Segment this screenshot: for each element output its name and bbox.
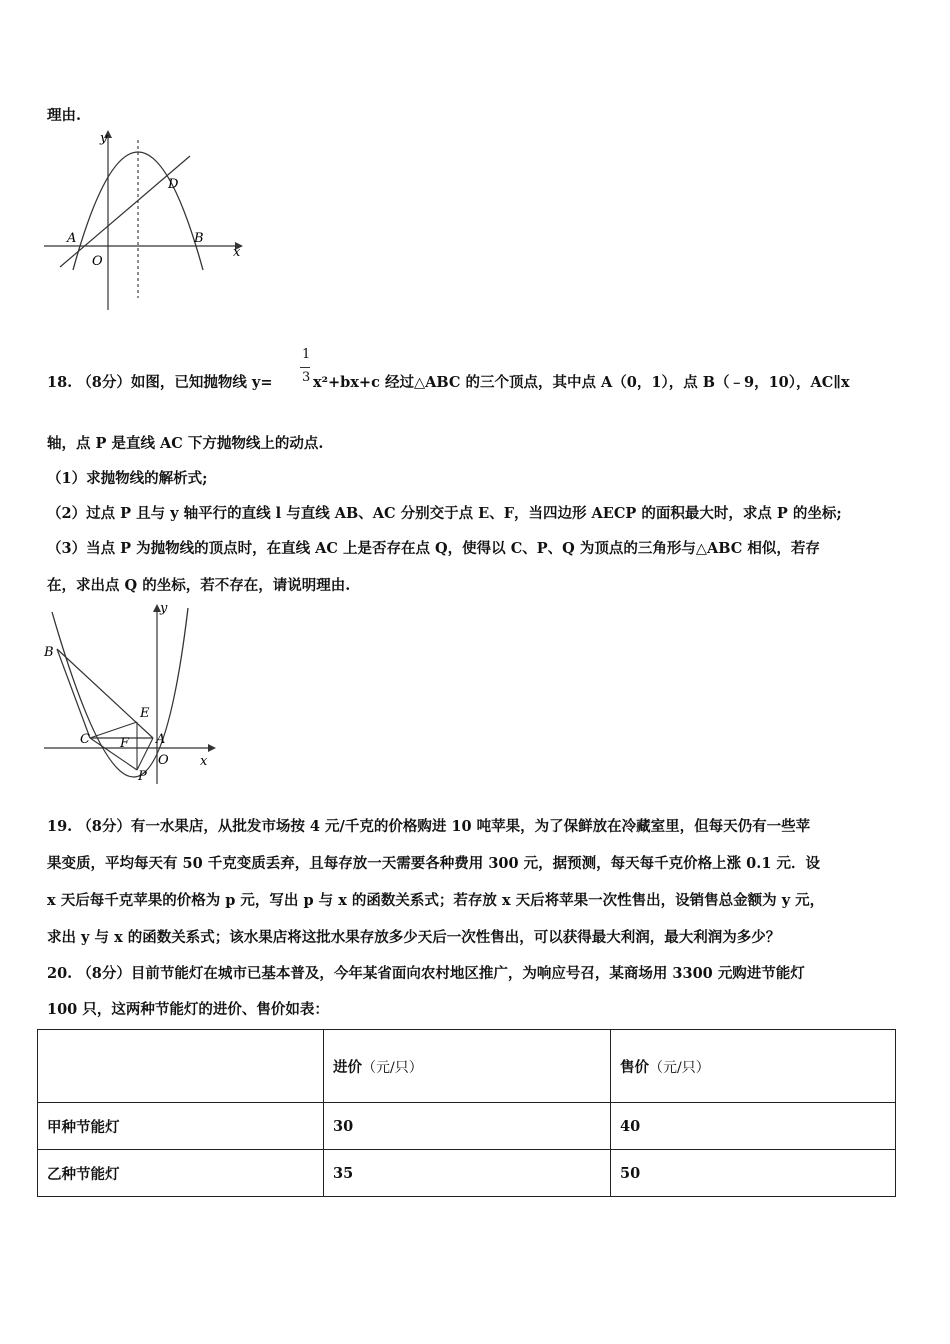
label-b: B xyxy=(44,645,54,660)
q19-line1: 19. （8分）有一水果店，从批发市场按 4 元/千克的价格购进 10 吨苹果，为了保鲜放在冷藏室里，但每天仍有一些苹 xyxy=(47,818,811,835)
label-y: y xyxy=(160,601,168,616)
table-row xyxy=(38,1103,896,1150)
row-name: 乙种节能灯 xyxy=(38,1150,324,1197)
label-d: D xyxy=(168,177,179,192)
table-row xyxy=(38,1150,896,1197)
frac-numerator: 1 xyxy=(302,347,311,362)
line-ab xyxy=(57,649,153,738)
q18-line2: 轴，点 P 是直线 AC 下方抛物线上的动点. xyxy=(47,435,324,452)
label-p: P xyxy=(138,769,147,784)
label-a: A xyxy=(67,231,77,246)
header-buy-label: 进价 xyxy=(333,1058,362,1076)
label-e: E xyxy=(140,706,150,721)
label-y: y xyxy=(100,131,108,146)
line-ce xyxy=(90,722,137,738)
row-sell: 50 xyxy=(611,1150,896,1197)
header-sell-label: 售价 xyxy=(620,1058,649,1076)
header-buy-unit: （元/只） xyxy=(362,1059,423,1076)
header-sell-unit: （元/只） xyxy=(649,1059,710,1076)
q20-line1: 20. （8分）目前节能灯在城市已基本普及，今年某省面向农村地区推广，为响应号召，某商场用 3300 元购进节能灯 xyxy=(47,965,805,982)
label-a: A xyxy=(156,732,166,747)
row-name: 甲种节能灯 xyxy=(38,1103,324,1150)
line-ad xyxy=(60,156,190,267)
table-header-row xyxy=(38,1030,896,1103)
q18-sub1: （1）求抛物线的解析式; xyxy=(47,470,208,487)
parabola xyxy=(73,152,203,270)
q20-line2: 100 只，这两种节能灯的进价、售价如表： xyxy=(47,1001,329,1018)
parabola xyxy=(52,608,188,777)
frac-denominator: 3 xyxy=(302,370,311,385)
q19-line2: 果变质，平均每天有 50 千克变质丢弃，且每存放一天需要各种费用 300 元，据预测，每天每千克价格上涨 0.1 元．设 xyxy=(47,855,820,872)
q18-prefix: 18. （8分）如图，已知抛物线 y= xyxy=(47,374,273,391)
q18-sub2: （2）过点 P 且与 y 轴平行的直线 l 与直线 AB、AC 分别交于点 E、F，当四边形 AECP 的面积最大时，求点 P 的坐标; xyxy=(47,505,842,522)
q19-line4: 求出 y 与 x 的函数关系式；该水果店将这批水果存放多少天后一次性售出，可以获得最大利润，最大利润为多少？ xyxy=(47,929,781,946)
row-buy: 30 xyxy=(324,1103,611,1150)
header-cell-buy xyxy=(324,1030,611,1103)
row-sell: 40 xyxy=(611,1103,896,1150)
figure-triangle-parabola xyxy=(40,598,225,793)
q18-suffix: x²+bx+c 经过△ABC 的三个顶点，其中点 A（0，1），点 B（﹣9，10），AC∥x xyxy=(313,374,850,391)
reason-text: 理由. xyxy=(47,107,82,124)
row-buy: 35 xyxy=(324,1150,611,1197)
q18-sub3b: 在，求出点 Q 的坐标，若不存在，请说明理由. xyxy=(47,577,351,594)
label-o: O xyxy=(92,254,103,269)
q19-line3: x 天后每千克苹果的价格为 p 元，写出 p 与 x 的函数关系式；若存放 x 天后将苹果一次性售出，设销售总金额为 y 元， xyxy=(47,892,825,909)
price-table xyxy=(37,1029,896,1197)
q18-sub3a: （3）当点 P 为抛物线的顶点时，在直线 AC 上是否存在点 Q，使得以 C、P、Q 为顶点的三角形与△ABC 相似，若存 xyxy=(47,540,820,557)
label-x: x xyxy=(200,754,208,769)
label-c: C xyxy=(80,732,90,747)
line-bc xyxy=(57,649,90,738)
figure-parabola-line xyxy=(40,122,255,317)
frac-bar xyxy=(300,367,310,368)
label-f: F xyxy=(120,736,130,751)
label-o: O xyxy=(158,753,169,768)
header-cell-empty xyxy=(38,1030,324,1103)
x-arrow xyxy=(208,744,216,752)
header-cell-sell xyxy=(611,1030,896,1103)
label-x: x xyxy=(233,245,241,260)
label-b: B xyxy=(194,231,204,246)
line-cp xyxy=(90,738,137,770)
